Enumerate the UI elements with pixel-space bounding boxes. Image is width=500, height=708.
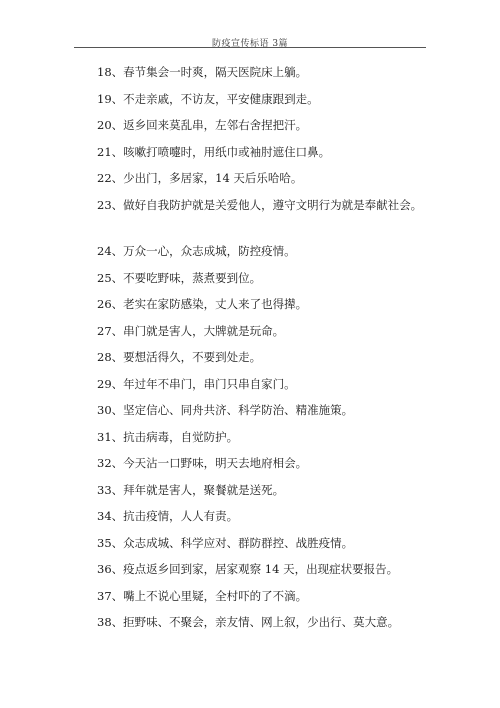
item-text: 万众一心，众志成城，防控疫情。 (123, 244, 296, 258)
item-number: 27、 (97, 323, 124, 338)
list-item (97, 402, 477, 429)
item-number: 35、 (97, 535, 124, 550)
item-text: 疫点返乡回到家，居家观察 14 天，出现症状要报告。 (123, 562, 399, 576)
item-number: 26、 (97, 297, 124, 311)
item-text: 今天沾一口野味，明天去地府相会。 (123, 456, 308, 470)
item-text: 老实在家防感染，丈人来了也得撵。 (123, 297, 308, 311)
list-item (97, 349, 477, 376)
item-number: 30、 (97, 403, 124, 417)
list-item (97, 243, 477, 270)
list-item (97, 323, 477, 350)
list-item (97, 482, 477, 509)
item-text: 咳嗽打喷嚏时，用纸巾或袖肘遮住口鼻。 (123, 144, 331, 159)
list-item (97, 455, 477, 482)
item-number: 25、 (97, 270, 124, 285)
list-item (97, 64, 477, 91)
list-item (97, 170, 477, 197)
item-text: 众志成城、科学应对、群防群控、战胜疫情。 (123, 535, 354, 550)
slogan-list (97, 64, 477, 641)
item-number: 28、 (97, 350, 124, 364)
item-text: 拜年就是害人，聚餐就是送死。 (123, 482, 285, 497)
item-number: 18、 (97, 65, 124, 79)
list-item (97, 614, 477, 641)
list-item (97, 117, 477, 144)
item-number: 37、 (97, 588, 124, 603)
item-text: 不要吃野味，蒸煮要到位。 (123, 270, 262, 285)
item-text: 做好自我防护就是关爱他人，遵守文明行为就是奉献社会。 (123, 197, 423, 212)
item-number: 31、 (97, 429, 124, 444)
list-item (97, 588, 477, 615)
item-number: 33、 (97, 482, 124, 497)
item-number: 19、 (97, 91, 124, 106)
item-text: 坚定信心、同舟共济、科学防治、精准施策。 (123, 403, 354, 417)
header-divider (74, 47, 426, 48)
item-number: 36、 (97, 562, 124, 576)
list-item (97, 376, 477, 403)
list-item (97, 197, 477, 224)
item-number: 20、 (97, 118, 124, 132)
item-number: 29、 (97, 376, 124, 391)
item-text: 少出门，多居家，14 天后乐哈哈。 (123, 171, 303, 185)
item-number: 38、 (97, 615, 124, 629)
page-header: 防疫宣传标语 3篇 (211, 39, 289, 49)
item-number: 32、 (97, 456, 124, 470)
list-item (97, 270, 477, 297)
list-item (97, 429, 477, 456)
item-text: 年过年不串门，串门只串自家门。 (123, 376, 296, 391)
item-text: 抗击病毒，自觉防护。 (123, 429, 239, 444)
item-text: 串门就是害人，大牌就是玩命。 (123, 323, 285, 338)
item-number: 24、 (97, 244, 124, 258)
item-text: 抗击疫情，人人有责。 (123, 509, 239, 523)
item-number: 21、 (97, 144, 124, 159)
list-item (97, 296, 477, 323)
item-text: 要想活得久，不要到处走。 (123, 350, 262, 364)
list-item (97, 561, 477, 588)
item-text: 春节集会一时爽，隔天医院床上躺。 (123, 65, 308, 79)
list-item (97, 535, 477, 562)
item-number: 23、 (97, 197, 124, 212)
list-item (97, 91, 477, 118)
item-number: 22、 (97, 171, 124, 185)
item-text: 拒野味、不聚会，亲友情、网上叙，少出行、莫大意。 (123, 615, 400, 629)
list-item (97, 508, 477, 535)
list-item (97, 144, 477, 171)
item-number: 34、 (97, 509, 124, 523)
item-text: 嘴上不说心里疑，全村吓的了不滴。 (123, 588, 308, 603)
item-text: 返乡回来莫乱串，左邻右舍捏把汗。 (123, 118, 308, 132)
item-text: 不走亲戚，不访友，平安健康跟到走。 (123, 91, 319, 106)
